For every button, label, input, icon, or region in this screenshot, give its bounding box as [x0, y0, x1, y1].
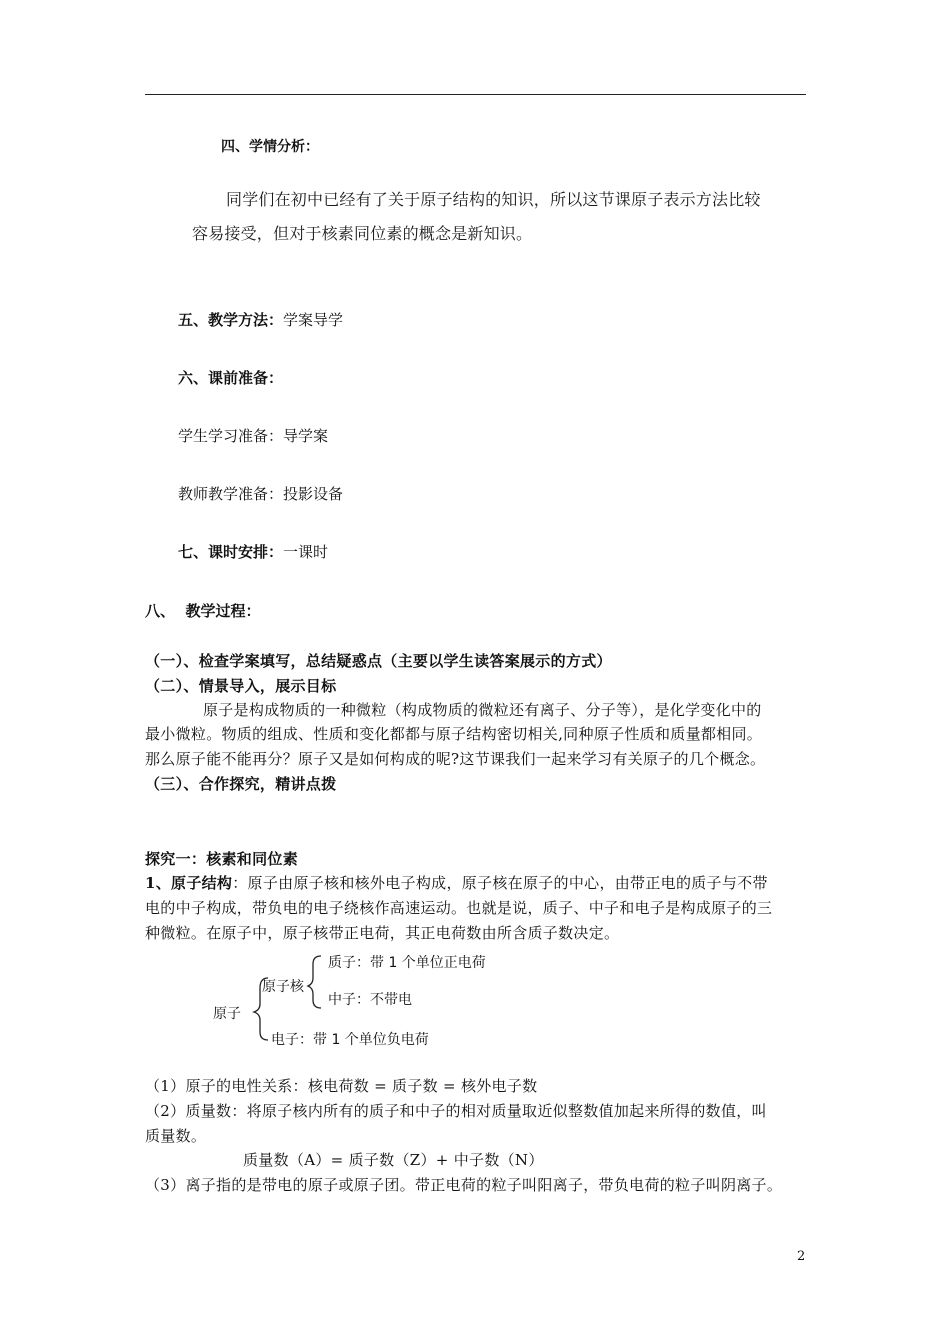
- section5-heading: 五、教学方法：: [178, 311, 284, 329]
- diagram-atom: 原子: [213, 1006, 241, 1022]
- diagram-neutron: 中子：不带电: [328, 992, 412, 1008]
- header-rule: [145, 94, 806, 95]
- section7-heading: 七、课时安排：: [178, 543, 284, 561]
- mass-number-formula: 质量数（A）= 质子数（Z）+ 中子数（N）: [243, 1151, 544, 1169]
- diagram-nucleus: 原子核: [262, 979, 304, 995]
- prep-student: 学生学习准备：导学案: [178, 427, 329, 445]
- section4-line1: 同学们在初中已经有了关于原子结构的知识，所以这节课原子表示方法比较: [226, 190, 761, 209]
- section6-heading: 六、课前准备：: [178, 369, 284, 387]
- process-intro3: 那么原子能不能再分？原子又是如何构成的呢?这节课我们一起来学习有关原子的几个概念。: [145, 750, 766, 768]
- section5-value: 学案导学: [283, 311, 344, 329]
- explore-item1-text: ：原子由原子核和核外电子构成，原子核在原子的中心，由带正电的质子与不带: [232, 874, 768, 892]
- point-1: （1）原子的电性关系：核电荷数 = 质子数 = 核外电子数: [145, 1077, 538, 1095]
- explore-item1-label: 1、原子结构: [145, 874, 233, 892]
- section7: [178, 542, 328, 562]
- process-step3: （三）、合作探究，精讲点拨: [145, 775, 337, 793]
- process-step1: （一）、检查学案填写，总结疑惑点（主要以学生读答案展示的方式）: [145, 652, 612, 670]
- process-intro1: 原子是构成物质的一种微粒（构成物质的微粒还有离子、分子等），是化学变化中的: [203, 701, 762, 719]
- nucleus-brace: [308, 956, 321, 1008]
- prep-teacher: 教师教学准备：投影设备: [178, 485, 344, 503]
- page-number: 2: [797, 1249, 806, 1264]
- explore-item1-line3: 种微粒。在原子中，原子核带正电荷，其正电荷数由所含质子数决定。: [145, 924, 620, 942]
- section8-heading: 八、 教学过程：: [145, 602, 261, 620]
- process-intro2: 最小微粒。物质的组成、性质和变化都都与原子结构密切相关,同种原子性质和质量都相同。: [145, 725, 763, 743]
- section4-line2: 容易接受，但对于核素同位素的概念是新知识。: [192, 224, 533, 243]
- diagram-electron: 电子：带 1 个单位负电荷: [271, 1032, 429, 1048]
- point-3: （3）离子指的是带电的原子或原子团。带正电荷的粒子叫阳离子，带负电荷的粒子叫阴离子。: [145, 1176, 783, 1194]
- explore-item1-line1: [145, 873, 768, 893]
- explore-title: 探究一：核素和同位素: [145, 850, 299, 868]
- point-2-line1: （2）质量数：将原子核内所有的质子和中子的相对质量取近似整数值加起来所得的数值，叫: [145, 1102, 767, 1120]
- section4-heading: 四、学情分析：: [221, 139, 319, 155]
- process-step2: （二）、情景导入，展示目标: [145, 677, 337, 695]
- point-2-line2: 质量数。: [145, 1127, 207, 1145]
- section7-value: 一课时: [283, 543, 329, 561]
- diagram-proton: 质子：带 1 个单位正电荷: [328, 955, 486, 971]
- section5: [178, 310, 343, 330]
- explore-item1-line2: 电的中子构成，带负电的电子绕核作高速运动。也就是说，质子、中子和电子是构成原子的三: [145, 899, 773, 917]
